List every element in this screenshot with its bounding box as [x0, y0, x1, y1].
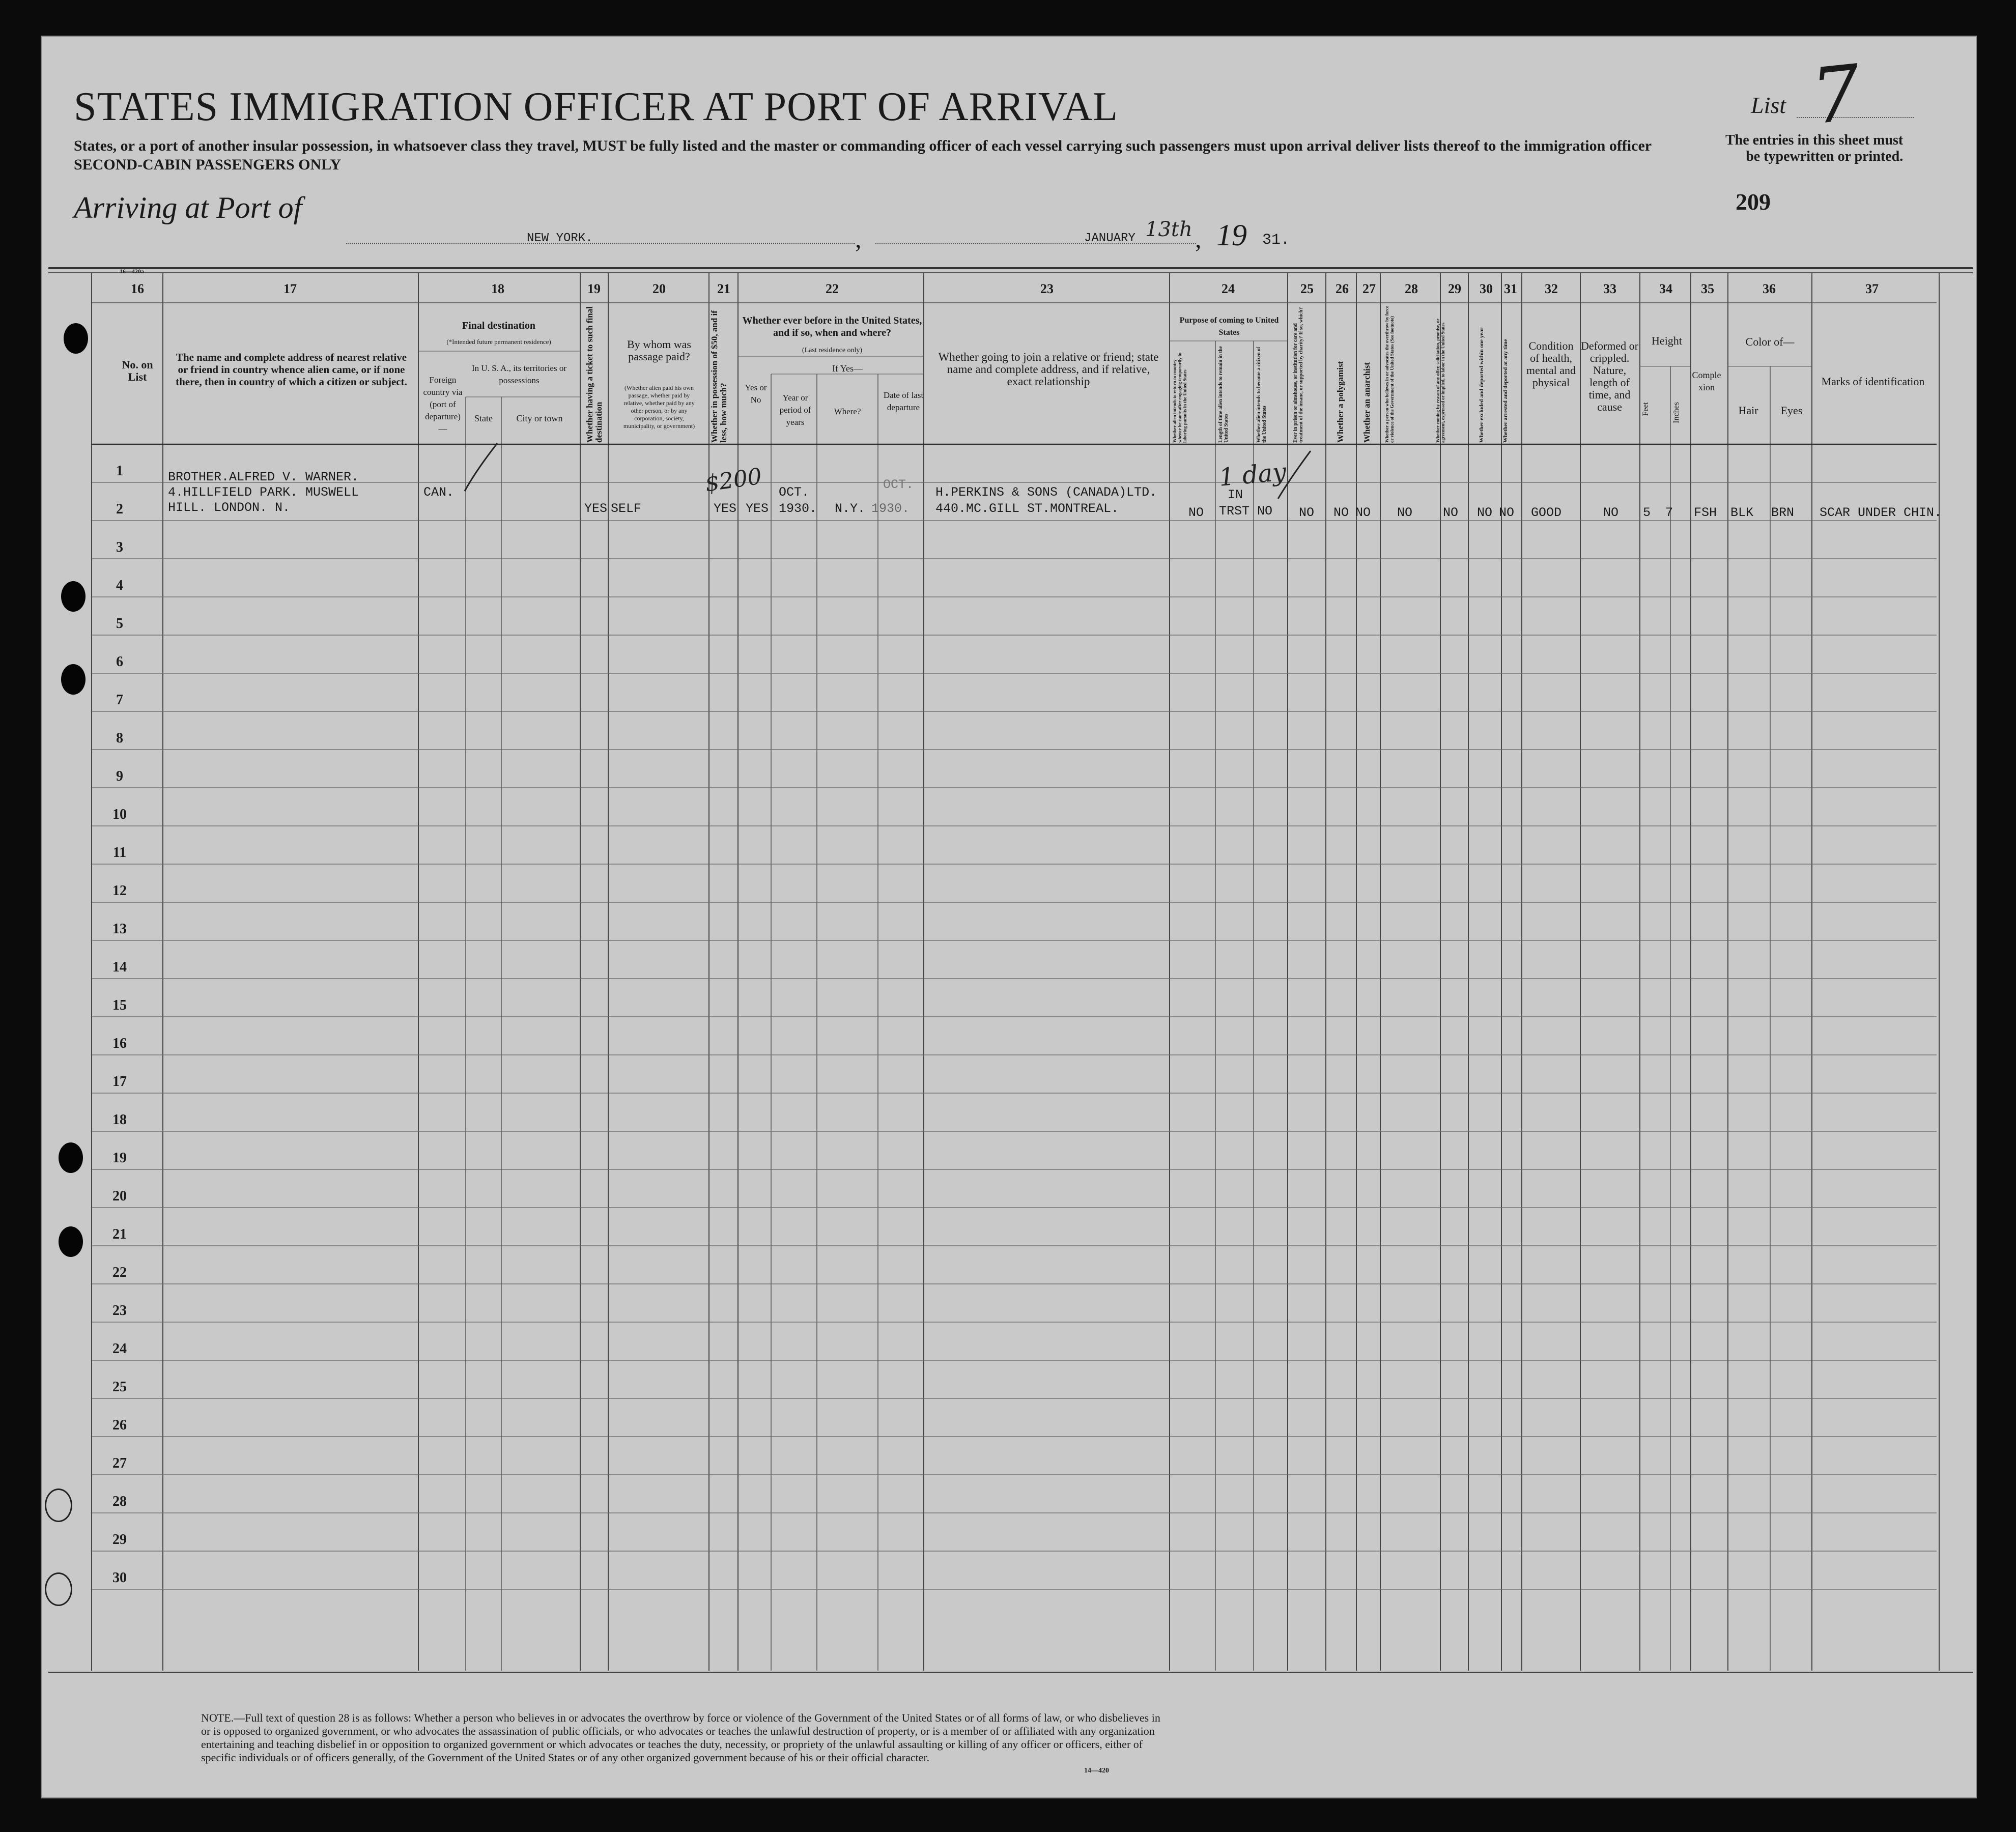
- eyes: BRN: [1771, 505, 1795, 520]
- length-line-2: TRST: [1219, 504, 1250, 519]
- row-number: 11: [112, 845, 127, 861]
- hdr-arrested: Whether arrested and deported at any time: [1502, 339, 1509, 443]
- col-num-23: 23: [1040, 281, 1054, 296]
- hdr-color-of: Color of—: [1745, 335, 1795, 348]
- foreign-country: CAN.: [423, 485, 455, 500]
- date-underline: [875, 243, 1196, 244]
- punch-hole: [45, 1488, 72, 1522]
- height-inches: 7: [1665, 505, 1673, 520]
- offer-labor: NO: [1443, 505, 1459, 520]
- punch-hole: [59, 1226, 83, 1257]
- row-number: 16: [112, 1036, 127, 1051]
- hdr-if-yes: If Yes—: [832, 363, 863, 374]
- form-instructions: States, or a port of another insular possession, in whatsoever class they travel, MUST be fully listed and the master or commanding officer of each vessel carrying such passengers must upon arrival deliver lists thereof to the immigration officer: [74, 137, 1652, 154]
- page-number: 209: [1736, 189, 1771, 215]
- become-citizen: NO: [1257, 504, 1273, 519]
- row-number: 10: [112, 807, 127, 822]
- top-rule: [48, 267, 1973, 269]
- hdr-become-citizen: Whether alien intends to become a citizen of the United States: [1256, 347, 1267, 443]
- col-num-19: 19: [587, 281, 601, 296]
- row-number: 26: [112, 1417, 127, 1433]
- row-number: 21: [112, 1226, 127, 1242]
- punch-hole: [64, 323, 88, 354]
- col-num-26: 26: [1336, 281, 1349, 296]
- relative-line-3: HILL. LONDON. N.: [168, 500, 291, 515]
- departure-line-2: 1930.: [871, 501, 910, 516]
- return-home: NO: [1188, 505, 1204, 520]
- row-number: 3: [116, 539, 123, 555]
- polygamist: NO: [1333, 505, 1349, 520]
- money-amount-handwritten: $200: [703, 463, 763, 497]
- hdr-passage-paid-sub: (Whether alien paid his own passage, whether paid by relative, whether paid by any other person, or by any corporation, society, municipality, or government): [623, 384, 695, 430]
- row-number: 23: [112, 1303, 127, 1319]
- arrested: NO: [1499, 505, 1515, 520]
- hdr-hair: Hair: [1738, 404, 1758, 417]
- row-number: 19: [112, 1150, 127, 1166]
- entries-note: [1725, 132, 1903, 165]
- hdr-in-usa: In U. S. A., its territories or possessions: [471, 363, 567, 385]
- row-number: 12: [112, 883, 127, 899]
- row-number: 25: [112, 1379, 127, 1395]
- arrival-port: NEW YORK.: [527, 232, 593, 245]
- col-num-20: 20: [652, 281, 666, 296]
- hdr-complexion: Complexion: [1692, 370, 1721, 392]
- hdr-health: Condition of health, mental and physical: [1526, 339, 1576, 389]
- row-number: 28: [112, 1494, 127, 1509]
- hdr-offer-labor: Whether coming by reason of any offer, solicitation, promise, or agreement, expressed or implied, to labor in the United States: [1435, 319, 1445, 443]
- punch-hole: [61, 664, 86, 695]
- departure-line-1: OCT.: [883, 477, 914, 492]
- col-num-35: 35: [1701, 281, 1714, 296]
- hdr-feet: Feet: [1641, 402, 1650, 416]
- hdr-where: Where?: [834, 407, 861, 416]
- date-comma: ,: [855, 224, 862, 253]
- form-title: STATES IMMIGRATION OFFICER AT PORT OF ARRIVAL: [74, 84, 1118, 129]
- manifest-sheet: [41, 36, 1977, 1798]
- relative-line-2: 4.HILLFIELD PARK. MUSWELL: [168, 485, 359, 500]
- length-line-1: IN: [1228, 488, 1243, 502]
- list-label: List: [1751, 92, 1786, 118]
- row-number: 29: [112, 1532, 127, 1548]
- col-num-30: 30: [1480, 281, 1493, 296]
- col-num-25: 25: [1300, 281, 1314, 296]
- col-num-36: 36: [1763, 281, 1776, 296]
- col-num-33: 33: [1603, 281, 1616, 296]
- year-line-2: 1930.: [779, 501, 817, 516]
- ever-before: YES: [746, 501, 769, 516]
- row-number: 2: [116, 501, 123, 517]
- prison: NO: [1299, 505, 1315, 520]
- hdr-joining: Whether going to join a relative or friend; state name and complete address, and if relative, exact relationship: [938, 351, 1159, 388]
- hdr-return-home: Whether alien intends to return to country whence he came after engaging temporarily in laboring pursuits in the United States: [1172, 352, 1187, 443]
- row-number: 15: [112, 997, 127, 1013]
- joining-line-1: H.PERKINS & SONS (CANADA)LTD.: [935, 485, 1157, 500]
- top-rule-2: [48, 272, 1973, 273]
- hdr-year-period: Year or period of years: [779, 393, 811, 427]
- height-feet: 5: [1643, 505, 1651, 520]
- list-number: 7: [1807, 48, 1865, 142]
- hdr-date-departure: Date of last departure: [883, 390, 924, 412]
- entries-note-line-2: be typewritten or printed.: [1746, 149, 1904, 164]
- col-num-18: 18: [491, 281, 504, 296]
- hdr-fifty-dollars: Whether in possession of $50, and if less, how much?: [709, 310, 728, 443]
- hdr-final-destination-sub: (*Intended future permanent residence): [446, 338, 551, 346]
- punch-hole: [45, 1572, 72, 1606]
- hdr-no-on-list: No. on List: [122, 358, 153, 383]
- row-number: 8: [116, 730, 123, 746]
- hdr-passage-paid: By whom was passage paid?: [627, 338, 691, 363]
- hdr-yes-or-no: Yes or No: [745, 383, 767, 405]
- col-num-28: 28: [1405, 281, 1418, 296]
- hdr-prison: Ever in prison or almshouse, or institution for care and treatment of the insane, or supported by charity? If so, which?: [1293, 307, 1304, 443]
- relative-line-1: BROTHER.ALFRED V. WARNER.: [168, 470, 359, 484]
- col-num-27: 27: [1362, 281, 1376, 296]
- row-number: 9: [116, 768, 123, 784]
- where: N.Y.: [835, 501, 866, 516]
- hdr-final-destination: Final destination: [462, 320, 535, 331]
- hdr-city: City or town: [516, 413, 563, 423]
- row-number: 7: [116, 692, 123, 708]
- row-number: 17: [112, 1074, 127, 1090]
- col-num-24: 24: [1222, 281, 1235, 296]
- col-num-16: 16: [131, 281, 144, 296]
- col-num-34: 34: [1659, 281, 1672, 296]
- money: YES: [714, 501, 737, 516]
- row-number: 13: [112, 921, 127, 937]
- ticket: YES: [584, 501, 608, 516]
- complexion: FSH: [1694, 505, 1717, 520]
- arriving-label: Arriving at Port of: [74, 191, 302, 224]
- row-number: 1: [116, 463, 123, 479]
- hair: BLK: [1730, 505, 1754, 520]
- row-number: 4: [116, 578, 123, 593]
- row-number: 6: [116, 654, 123, 670]
- bottom-rule: [48, 1672, 1973, 1673]
- entries-note-line-1: The entries in this sheet must: [1725, 132, 1904, 148]
- hdr-length-stay: Length of time alien intends to remain in the United States: [1218, 346, 1229, 443]
- hdr-eyes: Eyes: [1780, 404, 1803, 417]
- punch-hole: [61, 581, 86, 612]
- passenger-class: SECOND-CABIN PASSENGERS ONLY: [74, 156, 342, 173]
- row-number: 20: [112, 1188, 127, 1204]
- form-code-top: 16—420a: [120, 268, 144, 275]
- hdr-foreign-country: Foreign country via (port of departure)—: [423, 375, 463, 434]
- hdr-ticket: Whether having a ticket to such final destination: [585, 306, 604, 443]
- length-handwritten: 1 day: [1217, 457, 1288, 492]
- row-number: 30: [112, 1570, 127, 1586]
- row-number: 18: [112, 1112, 127, 1128]
- hdr-polygamist: Whether a polygamist: [1336, 361, 1345, 443]
- port-underline: [346, 243, 855, 244]
- hdr-purpose: Purpose of coming to United States: [1179, 316, 1279, 337]
- col-num-17: 17: [283, 281, 297, 296]
- year-suffix: 31.: [1262, 232, 1290, 249]
- col-num-32: 32: [1545, 281, 1558, 296]
- health: GOOD: [1531, 505, 1562, 520]
- hdr-deformed: Deformed or crippled. Nature, length of time, and cause: [1580, 339, 1638, 413]
- row-number: 5: [116, 616, 123, 632]
- col-num-22: 22: [826, 281, 839, 296]
- col-num-29: 29: [1448, 281, 1461, 296]
- col-num-21: 21: [717, 281, 730, 296]
- hdr-last-residence: (Last residence only): [802, 347, 863, 354]
- row-number: 22: [112, 1265, 127, 1280]
- check-mark-2: [1275, 448, 1316, 504]
- arrival-day: 13th: [1145, 218, 1192, 241]
- joining-line-2: 440.MC.GILL ST.MONTREAL.: [935, 501, 1119, 516]
- arrival-month: JANUARY: [1084, 232, 1135, 245]
- form-code-bottom: 14—420: [1084, 1767, 1109, 1774]
- hdr-anarchist: Whether an anarchist: [1362, 362, 1372, 443]
- check-mark: [461, 440, 501, 496]
- marks: SCAR UNDER CHIN.: [1820, 505, 1942, 520]
- anarchist: NO: [1355, 505, 1371, 520]
- date-comma-2: ,: [1195, 224, 1202, 253]
- hdr-state: State: [474, 413, 493, 423]
- footnote: NOTE.—Full text of question 28 is as follows: Whether a person who believes in or advocates the overthrow by force or violence of the Government of the United States or of all forms of law, or who disbelieves in or is opposed to organized government, or who advocates the assassination of public officials, or who advocates or teaches the unlawful destruction of property, or is a member of or affiliated with any organization entertaining and teaching disbelief in or opposition to organized government or which advocates or teaches the duty, necessity, or propriety of the unlawful assaulting or killing of any officer or officers, either of specific individuals or of officers generally, of the Government of the United States or of any other organized government because of his or their official character.: [201, 1711, 1160, 1764]
- row-number: 24: [112, 1341, 127, 1357]
- deformed: NO: [1603, 505, 1619, 520]
- row-number: 27: [112, 1455, 127, 1471]
- excluded: NO: [1477, 505, 1493, 520]
- passage-paid-by: SELF: [611, 501, 642, 516]
- punch-hole: [59, 1142, 83, 1173]
- col-num-37: 37: [1865, 281, 1879, 296]
- hdr-overthrow: Whether a person who believes in or advocates the overthrow by force or violence of the Government of the United States (See footnote): [1384, 305, 1395, 443]
- hdr-marks: Marks of identification: [1821, 375, 1925, 388]
- hdr-ever-before: Whether ever before in the United States, and if so, when and where?: [742, 315, 922, 338]
- col-num-31: 31: [1504, 281, 1517, 296]
- row-number: 14: [112, 959, 127, 975]
- hdr-relative: The name and complete address of nearest relative or friend in country whence alien came, or if none there, then in country of which a citizen or subject.: [176, 351, 407, 388]
- hdr-excluded: Whether excluded and deported within one year: [1479, 327, 1485, 443]
- year-prefix: 19: [1216, 218, 1247, 252]
- hdr-height: Height: [1652, 334, 1682, 347]
- hdr-inches: Inches: [1672, 402, 1681, 423]
- year-line-1: OCT.: [779, 485, 810, 500]
- overthrow: NO: [1397, 505, 1413, 520]
